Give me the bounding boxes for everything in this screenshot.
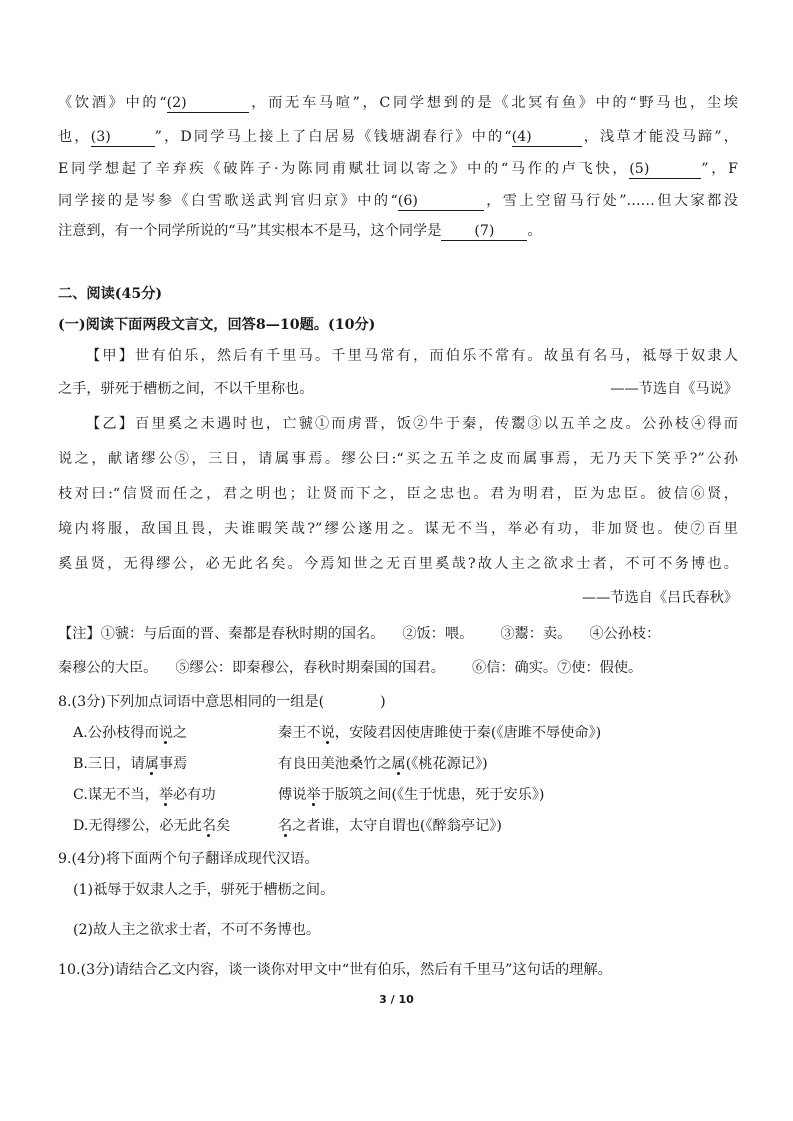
fill-line-2: 也，(3) ”，D同学马上接上了白居易《钱塘湖春行》中的“(4) ，浅草才能没马蹄”， [58, 129, 738, 145]
jia-line-2: 之手，骈死于槽枥之间，不以千里称也。 [58, 381, 314, 397]
blank-6[interactable]: (6) [398, 193, 484, 211]
yi-line-5: 奚虽贤，无得缪公，必无此名矣。今焉知世之无百里奚哉?故人主之欲求士者，不可不务博也。 [58, 556, 738, 572]
fill-line-1: 《饮酒》中的“(2) ，而无车马喧”，C同学想到的是《北冥有鱼》中的“野马也，尘埃 [58, 95, 738, 111]
blank-3[interactable]: (3) [91, 129, 155, 147]
dotted-word: 说 [320, 725, 335, 741]
jia-line-1: 【甲】世有伯乐，然后有千里马。千里马常有，而伯乐不常有。故虽有名马，祗辱于奴隶人 [86, 348, 738, 364]
yi-source: ——节选自《吕氏春秋》 [581, 590, 738, 606]
yi-line-2: 说之，献诸缪公⑤，三日，请属事焉。缪公曰:“买之五羊之皮而属事焉，无乃天下笑乎?”公孙 [58, 451, 738, 467]
blank-7[interactable]: (7) [441, 223, 527, 241]
q8-stem: 8.(3分)下列加点词语中意思相同的一组是( ) [58, 694, 386, 710]
yi-line-1: 【乙】百里奚之未遇时也，亡虢①而虏晋，饭②牛于秦，传鬻③以五羊之皮。公孙枝④得而 [86, 416, 738, 432]
blank-2[interactable]: (2) [167, 95, 249, 113]
q9-sentence-1: (1)祗辱于奴隶人之手，骈死于槽枥之间。 [73, 882, 335, 898]
blank-4[interactable]: (4) [512, 129, 582, 147]
section-title: 二、阅读(45分) [58, 286, 163, 302]
dotted-word: 举 [158, 787, 174, 803]
q8-option-c-compare: 傅说举于版筑之间(《生于忧患，死于安乐》) [278, 787, 545, 803]
q9-sentence-2: (2)故人主之欲求士者，不可不务博也。 [73, 922, 321, 938]
q8-option-a[interactable]: A.公孙枝得而说之 [73, 725, 188, 741]
fill-line-4: 同学接的是岑参《白雪歌送武判官归京》中的“(6) ，雪上空留马行处”……但大家都没 [58, 193, 738, 209]
q8-option-d-compare: 名之者谁，太守自谓也(《醉翁亭记》) [278, 818, 502, 834]
q10-stem: 10.(3分)请结合乙文内容，谈一谈你对甲文中“世有伯乐，然后有千里马”这句话的理解。 [58, 962, 612, 978]
yi-line-3: 枝对曰:“信贤而任之，君之明也；让贤而下之，臣之忠也。君为明君，臣为忠臣。彼信⑥贤， [58, 486, 738, 502]
q8-option-b[interactable]: B.三日，请属事焉 [73, 756, 188, 772]
dotted-word: 举 [306, 787, 321, 803]
q8-option-a-compare: 秦王不说，安陵君因使唐雎使于秦(《唐雎不辱使命》) [278, 725, 602, 741]
blank-5[interactable]: (5) [629, 161, 701, 179]
q8-option-d[interactable]: D.无得缪公，必无此名矣 [73, 818, 231, 834]
yi-line-4: 境内将服，敌国且畏，夫谁暇笑哉?”缪公遂用之。谋无不当，举必有功，非加贤也。使⑦百里 [58, 521, 738, 537]
dotted-word: 属 [391, 756, 406, 772]
q9-stem: 9.(4分)将下面两个句子翻译成现代汉语。 [58, 851, 319, 867]
fill-line-3: E同学想起了辛弃疾《破阵子·为陈同甫赋壮词以寄之》中的“马作的卢飞快，(5) ”，F [58, 161, 738, 177]
dotted-word: 名 [278, 818, 293, 834]
section-subtitle: (一)阅读下面两段文言文，回答8—10题。(10分) [58, 317, 376, 333]
jia-source: ——节选自《马说》 [610, 381, 738, 397]
dotted-word: 名 [201, 818, 217, 834]
q8-option-c[interactable]: C.谋无不当，举必有功 [73, 787, 216, 803]
q8-option-b-compare: 有良田美池桑竹之属(《桃花源记》) [278, 756, 488, 772]
notes-line-2: 秦穆公的大臣。 ⑤缪公：即秦穆公，春秋时期秦国的国君。 ⑥信：确实。⑦使：假使。 [58, 660, 643, 676]
fill-line-5: 注意到，有一个同学所说的“马”其实根本不是马，这个同学是 (7) 。 [58, 223, 542, 239]
page-number: 3 / 10 [379, 993, 414, 1006]
dotted-word: 说 [158, 725, 173, 741]
dotted-word: 属 [144, 756, 159, 772]
notes-line-1: 【注】①虢：与后面的晋、秦都是春秋时期的国名。 ②饭：喂。 ③鬻：卖。 ④公孙枝： [58, 626, 661, 642]
